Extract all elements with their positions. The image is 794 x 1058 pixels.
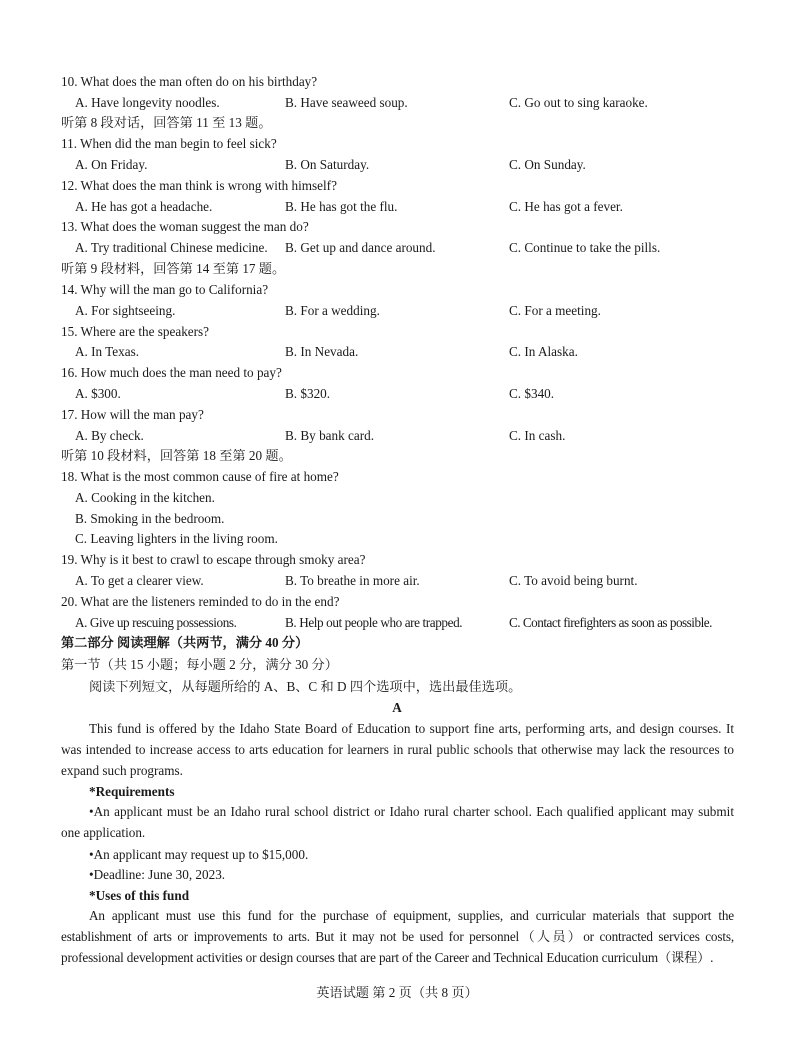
option-10c: C. Go out to sing karaoke. [509,95,648,110]
requirement-3: •Deadline: June 30, 2023. [89,867,226,882]
option-11c: C. On Sunday. [509,157,586,172]
option-16c: C. $340. [509,386,555,401]
option-16b: B. $320. [285,386,331,401]
passage-letter: A [392,700,402,715]
requirement-2: •An applicant may request up to $15,000. [89,847,309,862]
option-19a: A. To get a clearer view. [75,573,204,588]
requirement-1: •An applicant must be an Idaho rural school district or Idaho rural charter school. Each qualified applicant may submit one application. [61,804,734,840]
option-19b: B. To breathe in more air. [285,573,420,588]
option-11b: B. On Saturday. [285,157,370,172]
option-20b: B. Help out people who are trapped. [285,615,463,630]
option-13b: B. Get up and dance around. [285,240,436,255]
section1-title: 第一节（共 15 小题；每小题 2 分，满分 30 分） [61,657,338,672]
option-18b: B. Smoking in the bedroom. [75,511,225,526]
question-17: 17. How will the man pay? [61,407,204,422]
option-18a: A. Cooking in the kitchen. [75,490,215,505]
page-footer: 英语试题 第 2 页（共 8 页） [316,985,478,1000]
requirements-heading: *Requirements [89,784,175,799]
option-15b: B. In Nevada. [285,344,359,359]
passage-paragraph-1: This fund is offered by the Idaho State Board of Education to support fine arts, performing arts, and design courses. It was intended to increase access to arts education for learners in rural public schools that otherwise may lack the resources to expand such programs. [61,721,734,778]
option-20c: C. Contact firefighters as soon as possible. [509,615,712,630]
passage-paragraph-2: An applicant must use this fund for the purchase of equipment, supplies, and curricular materials that support the establishment of arts or improvements to arts. But it may not be used for personnel（人员）or contracted services costs, professional development activities or design courses that are part of the Career and Technical Education curriculum（课程）. [61,908,734,965]
option-13a: A. Try traditional Chinese medicine. [75,240,268,255]
question-15: 15. Where are the speakers? [61,324,210,339]
option-12b: B. He has got the flu. [285,199,398,214]
question-13: 13. What does the woman suggest the man do? [61,219,309,234]
option-12a: A. He has got a headache. [75,199,213,214]
directions: 阅读下列短文，从每题所给的 A、B、C 和 D 四个选项中，选出最佳选项。 [89,679,522,694]
option-14c: C. For a meeting. [509,303,601,318]
option-15a: A. In Texas. [75,344,140,359]
option-14a: A. For sightseeing. [75,303,176,318]
option-16a: A. $300. [75,386,121,401]
question-12: 12. What does the man think is wrong with himself? [61,178,337,193]
instruction-seg10: 听第 10 段材料，回答第 18 至第 20 题。 [61,448,292,463]
option-14b: B. For a wedding. [285,303,380,318]
question-16: 16. How much does the man need to pay? [61,365,282,380]
option-17b: B. By bank card. [285,428,374,443]
option-20a: A. Give up rescuing possessions. [75,615,237,630]
option-17c: C. In cash. [509,428,566,443]
question-10: 10. What does the man often do on his birthday? [61,74,318,89]
option-19c: C. To avoid being burnt. [509,573,638,588]
option-10b: B. Have seaweed soup. [285,95,408,110]
option-12c: C. He has got a fever. [509,199,623,214]
option-13c: C. Continue to take the pills. [509,240,661,255]
part2-title: 第二部分 阅读理解（共两节，满分 40 分） [61,635,309,650]
question-20: 20. What are the listeners reminded to do in the end? [61,594,340,609]
instruction-seg8: 听第 8 段对话，回答第 11 至 13 题。 [61,115,272,130]
option-18c: C. Leaving lighters in the living room. [75,531,278,546]
question-11: 11. When did the man begin to feel sick? [61,136,277,151]
option-11a: A. On Friday. [75,157,148,172]
question-19: 19. Why is it best to crawl to escape through smoky area? [61,552,366,567]
question-18: 18. What is the most common cause of fire at home? [61,469,339,484]
uses-heading: *Uses of this fund [89,888,190,903]
option-10a: A. Have longevity noodles. [75,95,220,110]
option-15c: C. In Alaska. [509,344,578,359]
option-17a: A. By check. [75,428,144,443]
instruction-seg9: 听第 9 段材料，回答第 14 至第 17 题。 [61,261,286,276]
question-14: 14. Why will the man go to California? [61,282,269,297]
